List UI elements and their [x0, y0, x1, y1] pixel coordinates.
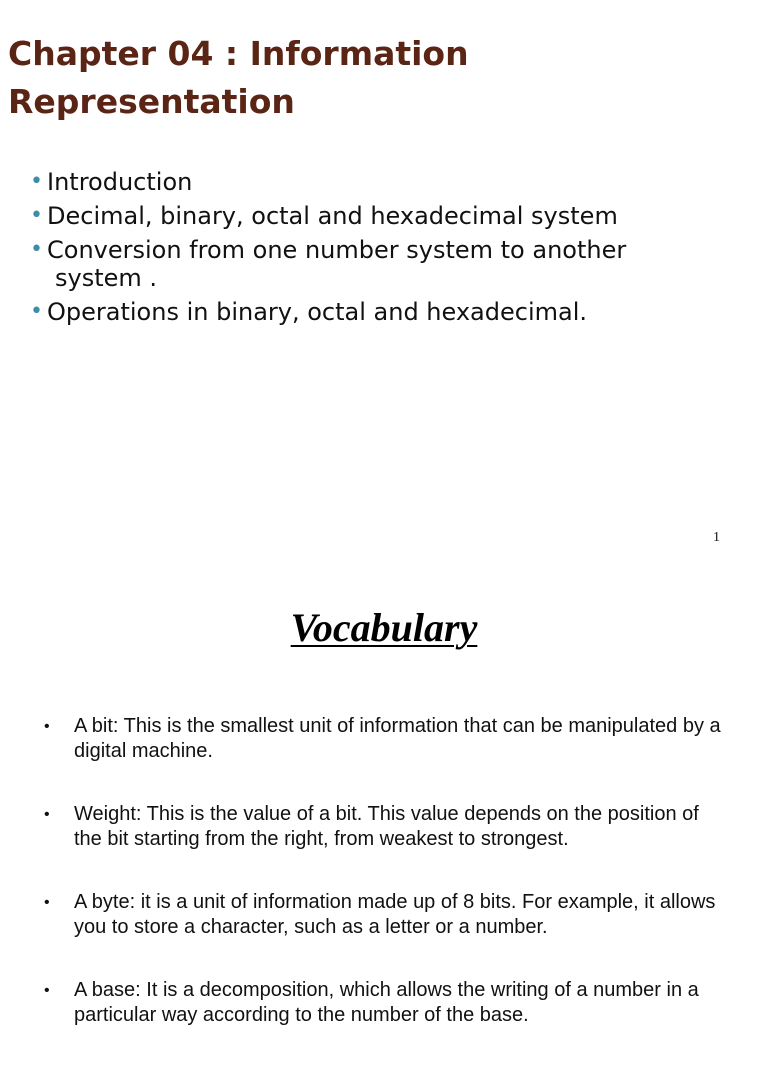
bullet-icon: •: [44, 894, 50, 911]
bullet-icon: •: [30, 203, 43, 228]
list-item: [44, 890, 724, 940]
bullet-icon: •: [44, 806, 50, 823]
list-item-text: Conversion from one number system to another system .: [47, 236, 627, 292]
list-item: [30, 236, 720, 292]
list-item: [30, 298, 720, 326]
list-item: [44, 714, 724, 764]
vocabulary-list: [44, 714, 724, 1066]
bullet-icon: •: [44, 982, 50, 999]
vocabulary-title: Vocabulary: [290, 605, 478, 650]
slide-bullet-list: [30, 168, 720, 332]
list-item: [30, 168, 720, 196]
list-item: [30, 202, 720, 230]
page-number: 1: [713, 530, 720, 545]
bullet-icon: •: [44, 718, 50, 735]
list-item-text: Introduction: [47, 168, 193, 196]
bullet-icon: •: [30, 299, 43, 324]
slide-title: Chapter 04 : Information Representation: [8, 34, 469, 121]
list-item-text: Operations in binary, octal and hexadecimal.: [47, 298, 588, 326]
list-item: [44, 978, 724, 1028]
definition-text: A bit: This is the smallest unit of information that can be manipulated by a digital machine.: [74, 715, 721, 762]
list-item-text: Decimal, binary, octal and hexadecimal system: [47, 202, 618, 230]
definition-text: A base: It is a decomposition, which allows the writing of a number in a particular way according to the number of the base.: [74, 979, 699, 1026]
list-item: [44, 802, 724, 852]
slide-2: [0, 560, 768, 1024]
bullet-icon: •: [30, 169, 43, 194]
definition-text: A byte: it is a unit of information made up of 8 bits. For example, it allows you to store a character, such as a letter or a number.: [74, 891, 716, 938]
bullet-icon: •: [30, 237, 43, 262]
definition-text: Weight: This is the value of a bit. This value depends on the position of the bit starting from the right, from weakest to strongest.: [74, 803, 699, 850]
